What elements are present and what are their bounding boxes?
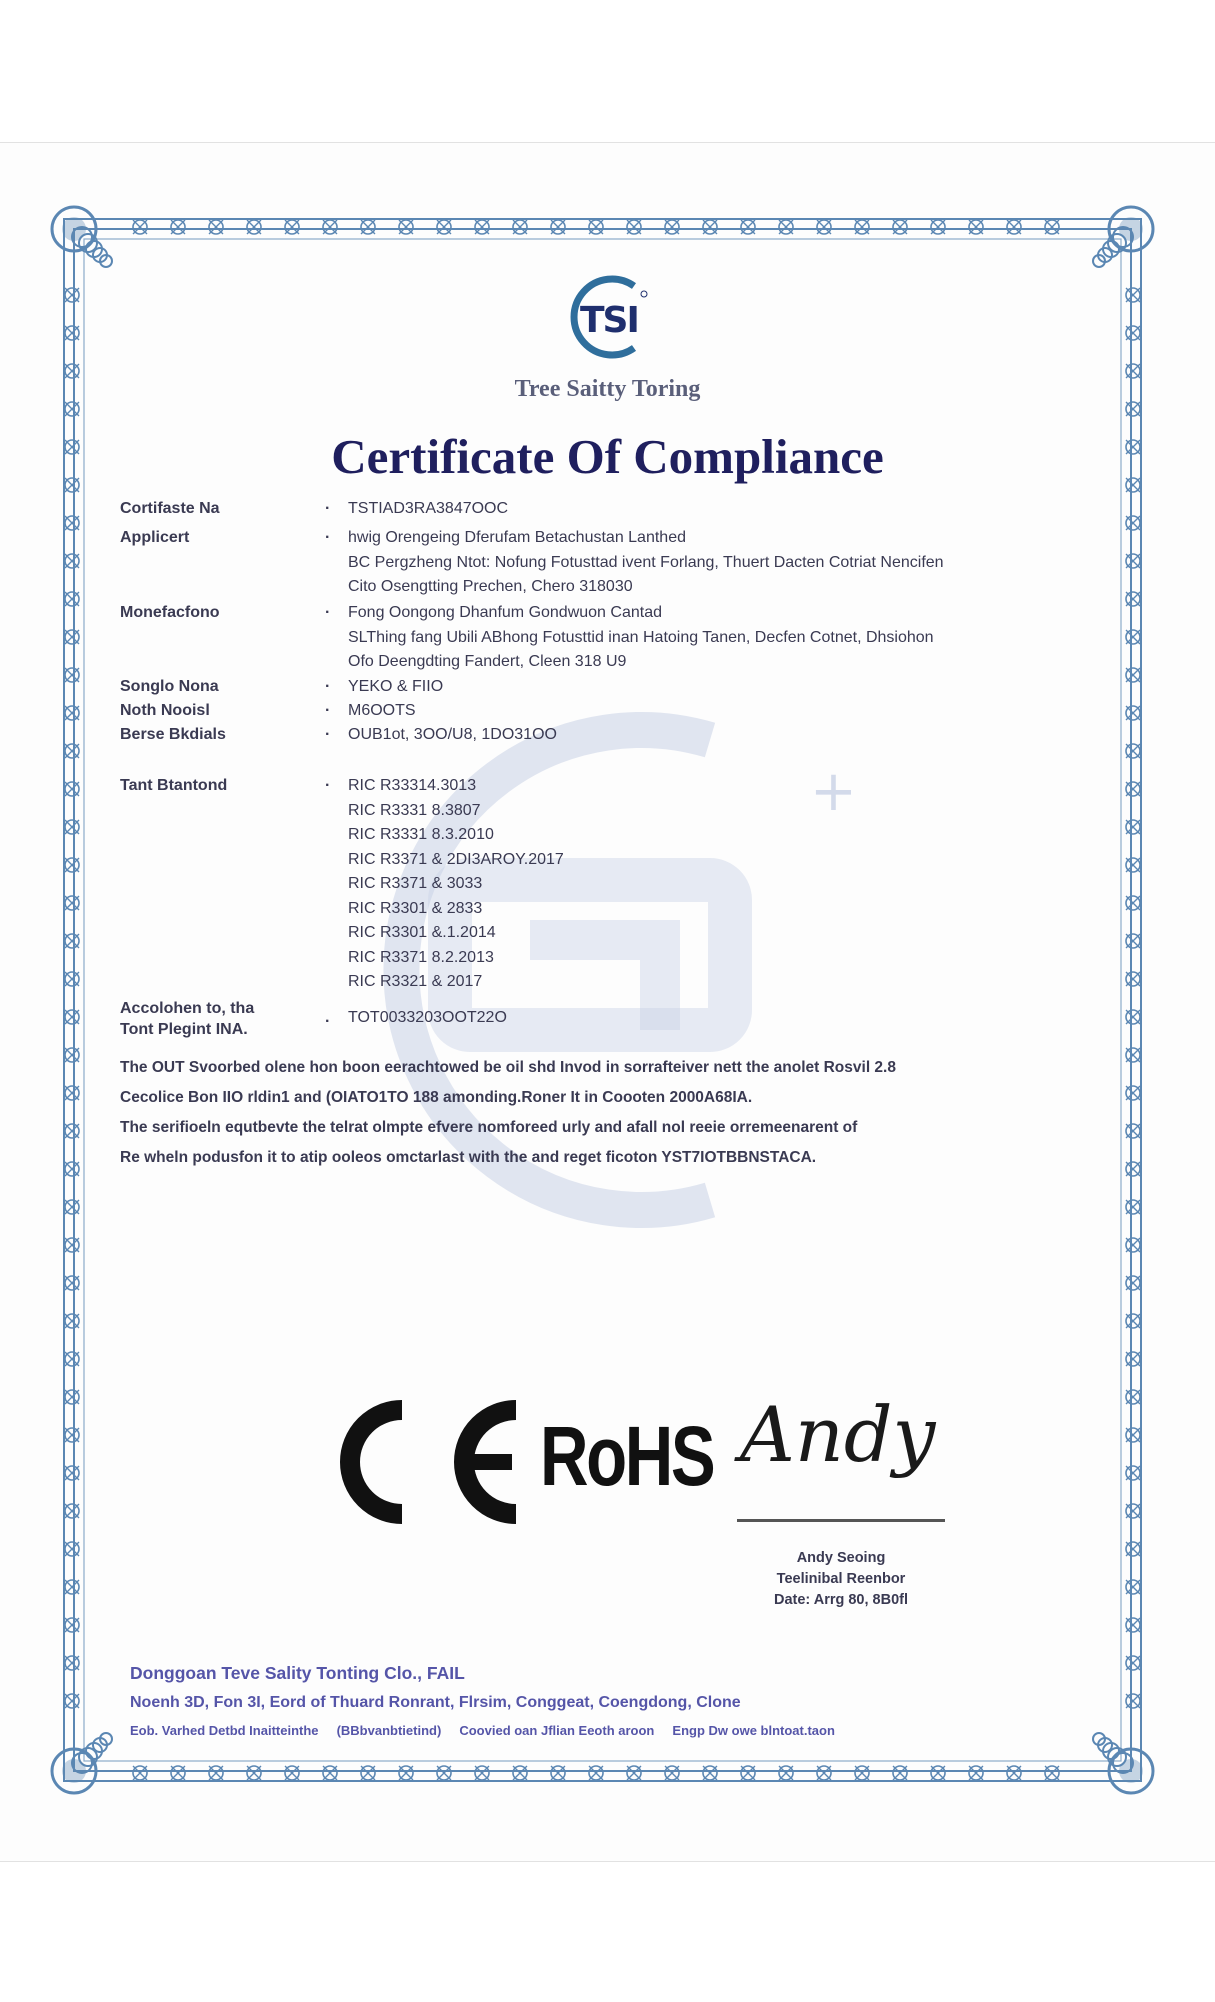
field-values <box>348 497 1198 522</box>
compliance-statement <box>120 1053 1080 1173</box>
field-value: RIC R3371 8.2.2013 <box>348 948 494 966</box>
ce-mark-icon <box>330 1392 530 1532</box>
signature-line <box>737 1519 945 1522</box>
field-values <box>348 699 1198 724</box>
field-value: RIC R3331 8.3.2010 <box>348 826 494 843</box>
field-bullet: · <box>325 1013 331 1030</box>
field-bullet: · <box>325 500 331 517</box>
field-bullet: · <box>325 777 331 794</box>
signer-role: Teelinibal Reenbor <box>776 1571 906 1587</box>
field-value: TOT0033203OOT22O <box>348 1009 507 1026</box>
field-value: Fong Oongong Dhanfum Gondwuon Cantad <box>348 604 662 621</box>
field-values <box>348 1006 1198 1031</box>
field-value: Ofo Deengdting Fandert, Cleen 318 U9 <box>348 653 627 670</box>
field-bullet: · <box>325 604 331 621</box>
statement-line: The serifioeln equtbevte the telrat olmpte efvere nomforeed urly and afall nol reeie orremeenarent of <box>120 1119 858 1136</box>
statement-line: Re wheln podusfon it to atip ooleos omctarlast with the and reget ficoton YST7IOTBBNSTACA. <box>120 1149 817 1166</box>
field-value: TSTIAD3RA3847OOC <box>348 500 509 517</box>
field-label: Berse Bkdials <box>120 726 226 743</box>
field-value: M6OOTS <box>348 702 416 719</box>
field-label: Songlo Nona <box>120 678 219 695</box>
handwritten-signature: Andy <box>740 1390 936 1479</box>
certificate-title: Certificate Of Compliance <box>331 429 884 484</box>
signer-block <box>736 1548 946 1611</box>
brand-name: Tree Saitty Toring <box>514 376 701 402</box>
field-value: SLThing fang Ubili ABhong Fotusttid inan Hatoing Tanen, Decfen Cotnet, Dhsiohon <box>348 628 934 646</box>
field-bullet: · <box>325 529 331 546</box>
field-value: RIC R3371 & 3033 <box>348 875 483 892</box>
field-label: Accolohen to, tha Tont Plegint INA. <box>120 1000 255 1038</box>
svg-text:+: + <box>810 759 857 824</box>
tsi-logo <box>560 272 656 360</box>
field-value: RIC R3321 & 2017 <box>348 973 483 990</box>
issuer-company: Donggoan Teve Sality Tonting Clo., FAIL <box>130 1663 465 1683</box>
issuer-footer <box>130 1658 1090 1744</box>
field-value: RIC R3301 & 2833 <box>348 899 483 917</box>
issuer-address: Noenh 3D, Fon 3I, Eord of Thuard Ronrant, Flrsim, Conggeat, Coengdong, Clone <box>130 1694 741 1711</box>
field-value: RIC R33314.3013 <box>348 777 477 794</box>
field-values <box>348 526 1198 600</box>
field-values <box>348 723 1198 748</box>
field-value: YEKO & FIIO <box>348 678 444 695</box>
field-value: BC Pergzheng Ntot: Nofung Fotusttad ivent Forlang, Thuert Dacten Cotriat Nencifen <box>348 553 944 571</box>
field-label: Monefacfono <box>120 604 220 621</box>
field-values <box>348 774 1198 995</box>
field-values <box>348 601 1198 675</box>
field-value: OUB1ot, 3OO/U8, 1DO31OO <box>348 726 557 743</box>
field-value: RIC R3371 & 2DI3AROY.2017 <box>348 850 564 868</box>
field-label: Cortifaste Na <box>120 500 220 517</box>
rohs-mark: RoHS <box>540 1409 714 1503</box>
field-value: RIC R3301 &.1.2014 <box>348 924 496 941</box>
field-label: Applicert <box>120 529 190 546</box>
field-values <box>348 675 1198 700</box>
signer-name: Andy Seoing <box>796 1550 886 1566</box>
field-value: RIC R3331 8.3807 <box>348 801 481 819</box>
field-label: Noth Nooisl <box>120 702 210 719</box>
field-bullet: · <box>325 726 331 743</box>
statement-line: The OUT Svoorbed olene hon boon eerachtowed be oil shd Invod in sorrafteiver nett the anolet Rosvil 2.8 <box>120 1059 896 1076</box>
field-bullet: · <box>325 702 331 719</box>
field-value: hwig Orengeing Dferufam Betachustan Lanthed <box>348 529 686 546</box>
statement-line: Cecolice Bon IIO rldin1 and (OIATO1TO 188 amonding.Roner It in Coooten 2000A68IA. <box>120 1089 753 1106</box>
field-value: Cito Osengtting Prechen, Chero 318030 <box>348 578 633 595</box>
issuer-contact: Eob. Varhed Detbd Inaitteinthe (BBbvanbtietind) Coovied oan Jflian Eeoth aroon Engp Dw owe blntoat.taon <box>130 1723 835 1738</box>
field-bullet: · <box>325 678 331 695</box>
svg-text:TSI: TSI <box>580 300 638 341</box>
field-label: Tant Btantond <box>120 777 228 794</box>
signer-date: Date: Arrg 80, 8B0fl <box>773 1592 909 1608</box>
